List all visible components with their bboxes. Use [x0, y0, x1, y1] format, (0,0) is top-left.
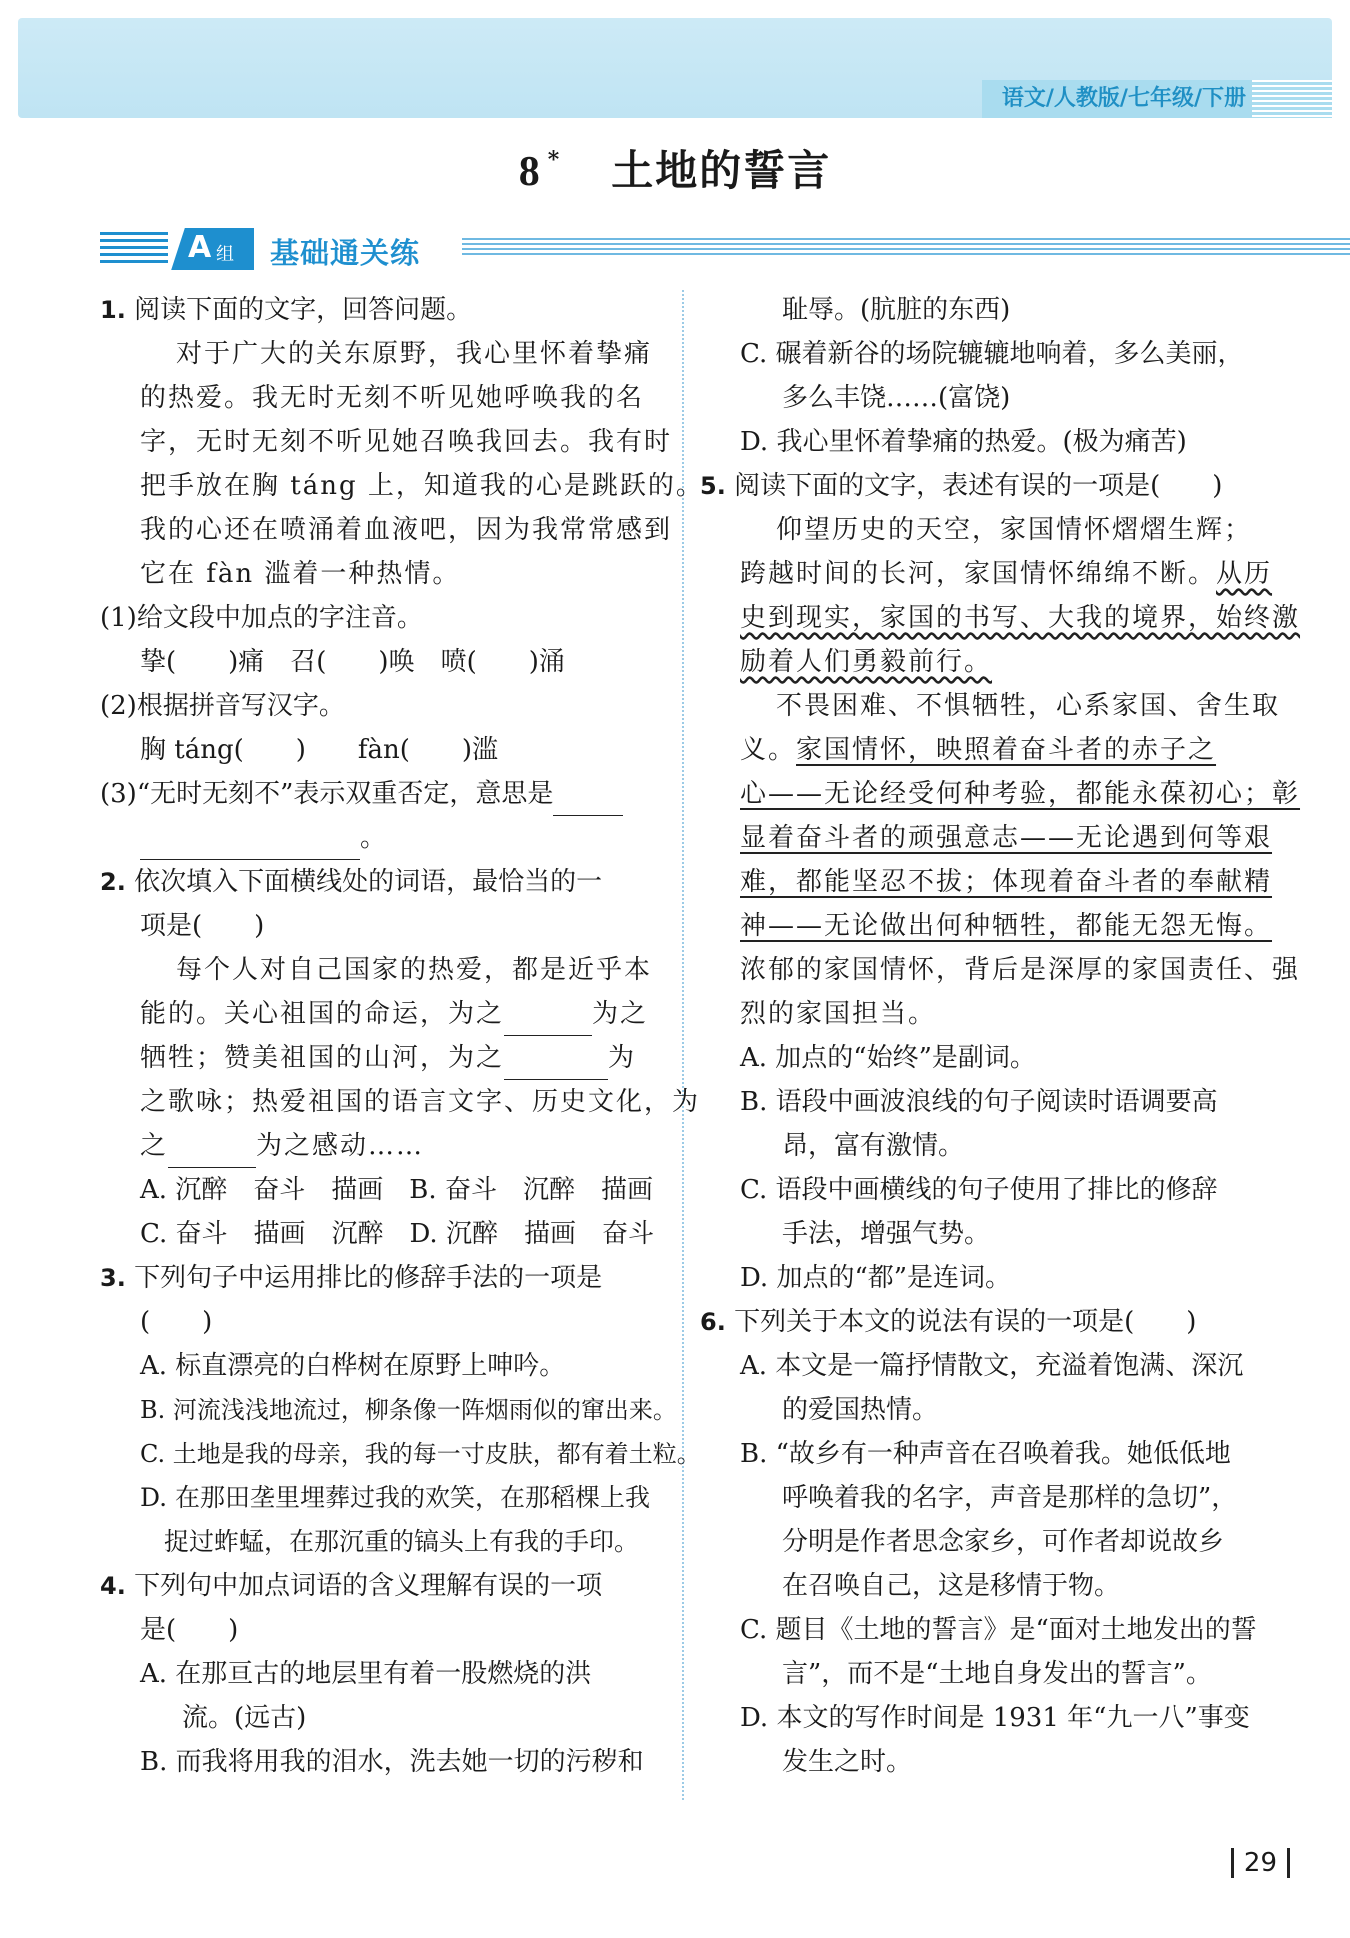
- lesson-title-text: 土地的誓言: [611, 146, 832, 195]
- q5-option-b-cont: 昂，富有激情。: [782, 1131, 965, 1161]
- q5-option-b: B. 语段中画波浪线的句子阅读时语调要高: [740, 1087, 1218, 1117]
- q5-passage-line: 心——无论经受何种考验，都能永葆初心；彰: [740, 779, 1301, 809]
- answer-blank[interactable]: [504, 1049, 608, 1080]
- q5-passage-line: 励着人们勇毅前行。: [740, 647, 993, 677]
- q1-passage-line: 字，无时无刻不听见她召唤我回去。我有时: [140, 427, 673, 457]
- question-3-stem-cont: ( ): [140, 1307, 213, 1337]
- question-4-stem-cont: 是( ): [140, 1615, 239, 1645]
- answer-blank[interactable]: [553, 785, 623, 816]
- q5-option-c-cont: 手法，增强气势。: [782, 1219, 991, 1249]
- lesson-title: [0, 138, 1350, 198]
- q1-subquestion-3: (3)“无时无刻不”表示双重否定，意思是: [100, 772, 680, 816]
- q4-option-a-cont: 流。(远古): [182, 1703, 307, 1733]
- q1-subquestion-2: (2)根据拼音写汉字。: [100, 691, 345, 721]
- question-4-stem: 4. 下列句中加点词语的含义理解有误的一项: [100, 1571, 603, 1601]
- column-divider: [682, 290, 684, 1800]
- section-label: 基础通关练: [270, 236, 421, 270]
- section-group: 组: [216, 244, 234, 265]
- q2-passage-line: 牺牲；赞美祖国的山河，为之 为: [100, 1036, 680, 1080]
- left-column: [100, 288, 704, 1784]
- question-6-stem: 6. 下列关于本文的说法有误的一项是( ): [700, 1307, 1197, 1337]
- q5-passage-line: 史到现实，家国的书写、大我的境界，始终激: [740, 603, 1301, 633]
- answer-blank[interactable]: [504, 1005, 592, 1036]
- q1-subquestion-1: (1)给文段中加点的字注音。: [100, 603, 423, 633]
- q4-option-c: C. 碾着新谷的场院辘辘地响着，多么美丽，: [740, 339, 1244, 369]
- section-stripes-right: [462, 238, 1350, 258]
- right-column: [700, 288, 1301, 1784]
- q4-option-d: D. 我心里怀着挚痛的热爱。(极为痛苦): [740, 427, 1187, 457]
- q2-options-cd: C. 奋斗 描画 沉醉 D. 沉醉 描画 奋斗: [140, 1219, 654, 1249]
- q2-passage-line: 每个人对自己国家的热爱，都是近乎本: [176, 955, 653, 985]
- q5-passage-line: 仰望历史的天空，家国情怀熠熠生辉；: [776, 515, 1253, 545]
- q2-passage-line: 能的。关心祖国的命运，为之 为之: [100, 992, 680, 1036]
- q4-option-c-cont: 多么丰饶……(富饶): [782, 383, 1011, 413]
- q6-option-d-cont: 发生之时。: [782, 1747, 913, 1777]
- tag-stripes: [1252, 80, 1332, 118]
- section-letter: A: [188, 230, 212, 265]
- section-heading: [100, 228, 1260, 270]
- q6-option-b-cont: 分明是作者思念家乡，可作者却说故乡: [782, 1527, 1225, 1557]
- page-number: 29: [1231, 1848, 1290, 1878]
- q1-passage-line: 对于广大的关东原野，我心里怀着挚痛: [176, 339, 653, 369]
- section-stripes-left: [100, 232, 168, 266]
- answer-blank[interactable]: [168, 1137, 256, 1168]
- q1-passage-line: 它在 fàn 滥着一种热情。: [140, 559, 461, 589]
- q4-option-a: A. 在那亘古的地层里有着一股燃烧的洪: [140, 1659, 592, 1689]
- question-5-stem: 5. 阅读下面的文字，表述有误的一项是( ): [700, 471, 1223, 501]
- q3-option-b: B. 河流浅浅地流过，柳条像一阵烟雨似的窜出来。: [140, 1396, 677, 1424]
- q5-passage-line: 神——无论做出何种牺牲，都能无怨无悔。: [740, 911, 1273, 941]
- question-1-stem: 1. 阅读下面的文字，回答问题。: [100, 295, 473, 325]
- q3-option-a: A. 标直漂亮的白桦树在原野上呻吟。: [140, 1351, 566, 1381]
- q1-passage-line: 把手放在胸 táng 上，知道我的心是跳跃的。: [140, 471, 704, 501]
- q6-option-b: B. “故乡有一种声音在召唤着我。她低低地: [740, 1439, 1231, 1469]
- q6-option-c-cont: 言”，而不是“土地自身发出的誓言”。: [782, 1659, 1212, 1689]
- q3-option-d-cont: 捉过蚱蜢，在那沉重的镐头上有我的手印。: [164, 1527, 640, 1556]
- q1-subquestion-3-cont: 。: [100, 816, 680, 860]
- q6-option-b-cont: 在召唤自己，这是移情于物。: [782, 1571, 1121, 1601]
- q6-option-d: D. 本文的写作时间是 1931 年“九一八”事变: [740, 1703, 1250, 1733]
- book-tag: 语文/人教版/七年级/下册: [982, 80, 1332, 118]
- lesson-mark: *: [547, 147, 562, 173]
- q5-passage-line: 烈的家国担当。: [740, 999, 937, 1029]
- q5-passage-line: 难，都能坚忍不拔；体现着奋斗者的奉献精: [740, 867, 1273, 897]
- q1-passage-line: 的热爱。我无时无刻不听见她呼唤我的名: [140, 383, 645, 413]
- q4-option-b: B. 而我将用我的泪水，洗去她一切的污秽和: [140, 1747, 644, 1777]
- q5-passage-line: 跨越时间的长河，家国情怀绵绵不断。从历: [740, 559, 1273, 589]
- q1-subquestion-2-items: 胸 táng( ) fàn( )滥: [140, 735, 499, 765]
- q5-option-a: A. 加点的“始终”是副词。: [740, 1043, 1036, 1073]
- question-2-stem-cont: 项是( ): [140, 911, 265, 941]
- q5-passage-line: 浓郁的家国情怀，背后是深厚的家国责任、强: [740, 955, 1301, 985]
- q2-passage-line: 之 为之感动……: [100, 1124, 680, 1168]
- q6-option-a: A. 本文是一篇抒情散文，充溢着饱满、深沉: [740, 1351, 1244, 1381]
- q6-option-a-cont: 的爱国热情。: [782, 1395, 939, 1425]
- q1-subquestion-1-items: 挚( )痛 召( )唤 喷( )涌: [140, 647, 565, 677]
- q5-passage-line: 义。家国情怀，映照着奋斗者的赤子之: [740, 735, 1217, 765]
- question-3-stem: 3. 下列句子中运用排比的修辞手法的一项是: [100, 1263, 603, 1293]
- q6-option-b-cont: 呼唤着我的名字，声音是那样的急切”，: [782, 1483, 1238, 1513]
- q1-passage-line: 我的心还在喷涌着血液吧，因为我常常感到: [140, 515, 673, 545]
- q5-passage-line: 不畏困难、不惧牺牲，心系家国、舍生取: [776, 691, 1281, 721]
- question-2-stem: 2. 依次填入下面横线处的词语，最恰当的一: [100, 867, 603, 897]
- lesson-number: 8: [518, 149, 542, 195]
- q5-option-d: D. 加点的“都”是连词。: [740, 1263, 1012, 1293]
- q3-option-d: D. 在那田垄里埋葬过我的欢笑，在那稻棵上我: [140, 1483, 651, 1512]
- q5-option-c: C. 语段中画横线的句子使用了排比的修辞: [740, 1175, 1218, 1205]
- q5-passage-line: 显着奋斗者的顽强意志——无论遇到何等艰: [740, 823, 1273, 853]
- q6-option-c: C. 题目《土地的誓言》是“面对土地发出的誓: [740, 1615, 1257, 1645]
- q3-option-c: C. 土地是我的母亲，我的每一寸皮肤，都有着土粒。: [140, 1440, 701, 1468]
- q2-options-ab: A. 沉醉 奋斗 描画 B. 奋斗 沉醉 描画: [140, 1175, 653, 1205]
- q4-option-b-cont: 耻辱。(肮脏的东西): [782, 295, 1011, 325]
- answer-blank[interactable]: [140, 829, 360, 860]
- q2-passage-line: 之歌咏；热爱祖国的语言文字、历史文化，为: [140, 1087, 701, 1117]
